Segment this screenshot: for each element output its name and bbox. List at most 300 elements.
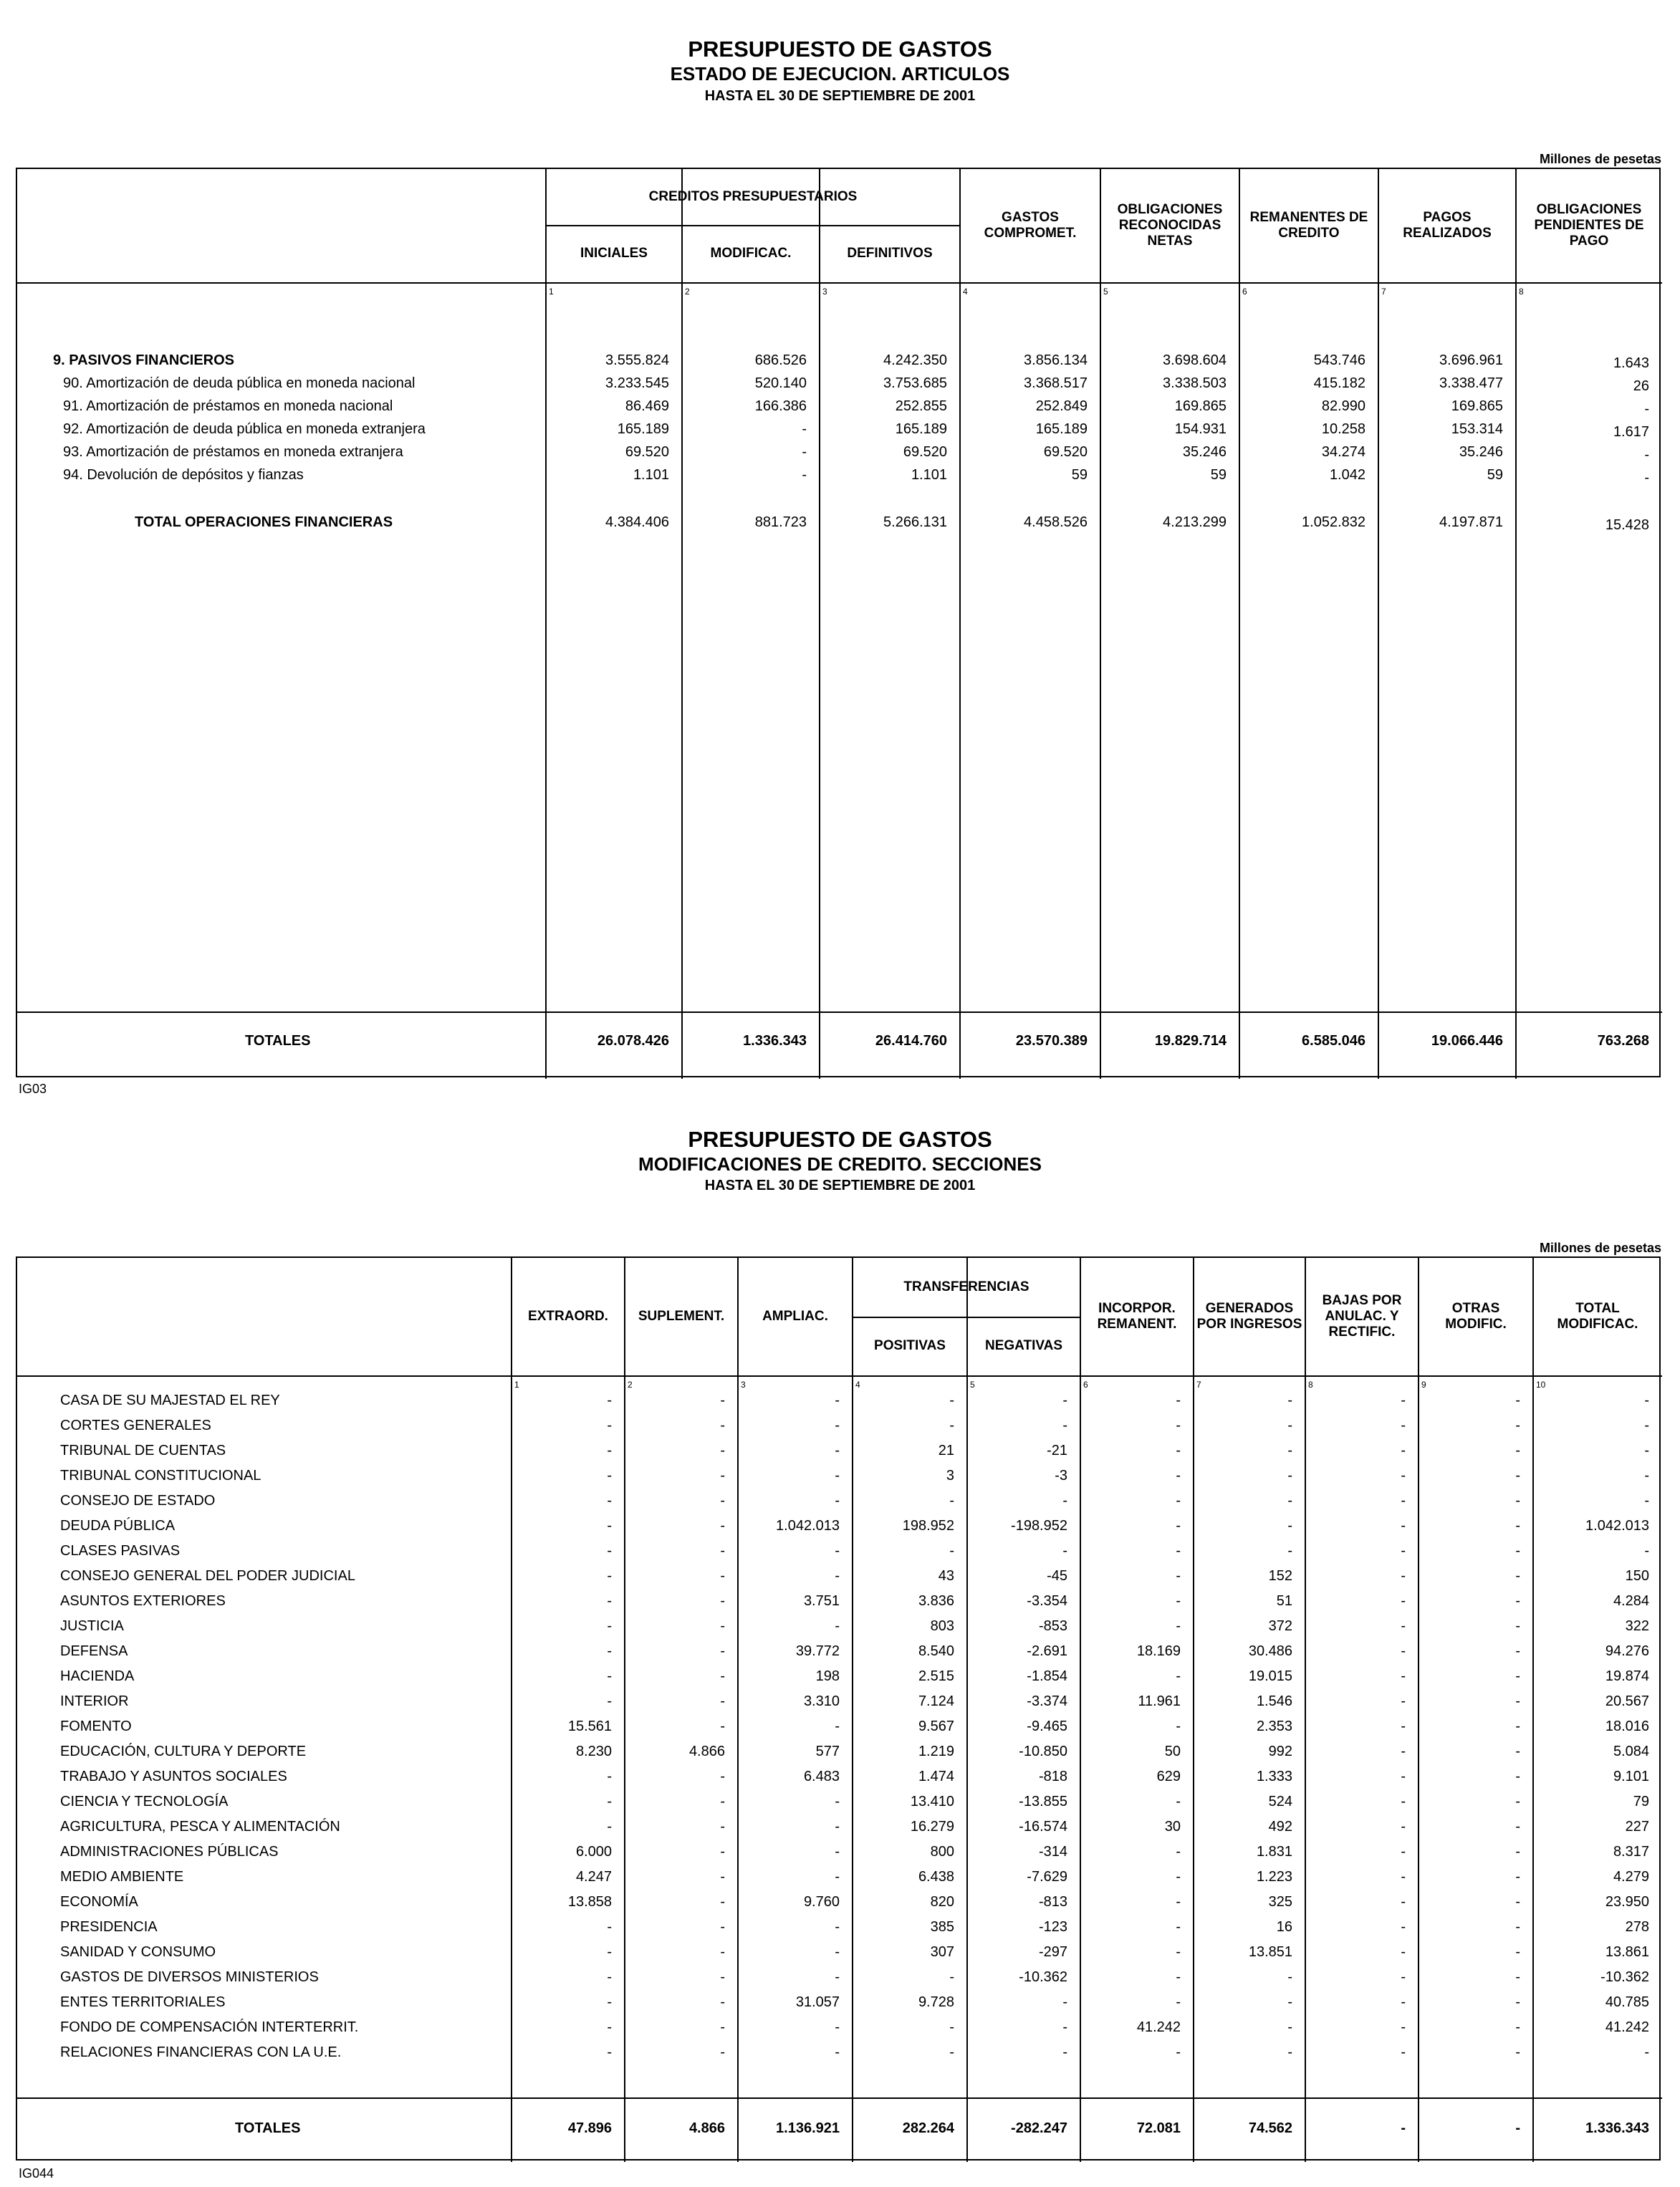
column-number: 5 [970,1380,975,1390]
cell-value: - [1515,2044,1520,2060]
cell-value: - [607,1769,612,1784]
cell-value: 3.751 [803,1593,840,1609]
table1 [16,168,1661,1077]
column-divider [1378,169,1379,1079]
column-header: PAGOS REALIZADOS [1403,210,1492,241]
cell-value: - [607,1969,612,1985]
cell-value: 543.746 [1313,352,1365,368]
column-number: 8 [1519,287,1524,297]
cell-value: - [1515,2019,1520,2035]
column-number: 2 [628,1380,633,1390]
cell-value: 4.197.871 [1439,514,1503,530]
cell-value: -16.574 [1019,1819,1067,1835]
column-divider [1418,1258,1419,2162]
cell-value: - [1401,1543,1406,1559]
totals-value: 23.570.389 [1015,1033,1088,1049]
cell-value: - [1401,1568,1406,1584]
row-label: 92. Amortización de deuda pública en moneda extranjera [63,421,426,437]
cell-value: 3.338.477 [1439,375,1503,391]
cell-value: 19.015 [1248,1668,1292,1684]
cell-value: - [720,1794,725,1809]
row-label: 90. Amortización de deuda pública en moneda nacional [63,375,416,391]
cell-value: - [1515,1668,1520,1684]
cell-value: - [1515,1443,1520,1458]
cell-value: -818 [1038,1769,1067,1784]
cell-value: - [1644,1443,1649,1458]
cell-value: - [1401,1769,1406,1784]
cell-value: - [1062,1393,1067,1408]
cell-value: - [1062,1418,1067,1433]
cell-value: - [835,1844,840,1860]
cell-value: - [720,1819,725,1835]
column-header: BAJAS POR ANULAC. Y RECTIFIC. [1322,1293,1402,1340]
group-header-transferencias: TRANSFERENCIAS [903,1279,1029,1294]
cell-value: 8.317 [1613,1844,1649,1860]
column-number: 4 [963,287,968,297]
cell-value: - [1644,1468,1649,1484]
cell-value: 69.520 [903,444,947,460]
cell-value: 169.865 [1451,398,1503,414]
column-header: OTRAS MODIFIC. [1445,1301,1507,1332]
cell-value: -45 [1047,1568,1067,1584]
cell-value: - [1176,1443,1181,1458]
cell-value: 686.526 [754,352,807,368]
cell-value: 3.753.685 [883,375,947,391]
cell-value: 43 [938,1568,954,1584]
cell-value: 3.698.604 [1163,352,1227,368]
cell-value: 820 [930,1894,954,1910]
cell-value: - [835,1969,840,1985]
cell-value: - [1176,1969,1181,1985]
cell-value: - [720,1593,725,1609]
cell-value: - [1176,1568,1181,1584]
cell-value: 3.338.503 [1163,375,1227,391]
column-number: 1 [549,287,554,297]
totals-value: 1.136.921 [776,2120,840,2136]
totals-value: -282.247 [1011,2120,1067,2136]
table2 [16,1256,1661,2160]
column-header: REMANENTES DE CREDITO [1249,210,1368,241]
cell-value: - [1287,1493,1292,1509]
cell-value: 50 [1164,1744,1181,1759]
cell-value: - [1176,1618,1181,1634]
column-number: 7 [1196,1380,1201,1390]
row-label: ASUNTOS EXTERIORES [60,1593,226,1609]
totals-value: 1.336.343 [743,1033,807,1049]
cell-value: 153.314 [1451,421,1503,437]
cell-value: 13.851 [1248,1944,1292,1960]
cell-value: - [835,1919,840,1935]
cell-value: - [835,1543,840,1559]
cell-value: 6.000 [575,1844,612,1860]
cell-value: - [1644,1493,1649,1509]
cell-value: 40.785 [1605,1994,1649,2010]
totals-value: 26.414.760 [875,1033,947,1049]
totals-top-line [17,1011,1662,1013]
cell-value: - [1515,1919,1520,1935]
cell-value: - [949,2044,954,2060]
cell-value: - [1287,1518,1292,1534]
column-divider [737,1258,739,2162]
cell-value: 41.242 [1605,2019,1649,2035]
cell-value: - [1515,1994,1520,2010]
cell-value: 4.247 [575,1869,612,1885]
cell-value: 322 [1625,1618,1649,1634]
cell-value: 35.246 [1182,444,1227,460]
cell-value: 4.458.526 [1024,514,1088,530]
column-header: POSITIVAS [874,1338,946,1353]
column-divider [545,169,547,1079]
cell-value: - [1401,2019,1406,2035]
cell-value: - [835,1568,840,1584]
cell-value: - [1515,1393,1520,1408]
row-label: DEUDA PÚBLICA [60,1518,176,1534]
table2-title: PRESUPUESTO DE GASTOS [688,1127,992,1152]
column-header: OBLIGACIONES PENDIENTES DE PAGO [1534,202,1644,249]
cell-value: - [607,2044,612,2060]
row-label: FOMENTO [60,1719,132,1734]
column-number: 6 [1083,1380,1088,1390]
cell-value: - [720,1493,725,1509]
cell-value: 169.865 [1174,398,1227,414]
column-header: SUPLEMENT. [638,1309,725,1324]
cell-value: - [1401,1518,1406,1534]
cell-value: 34.274 [1321,444,1365,460]
cell-value: - [720,1668,725,1684]
cell-value: 20.567 [1605,1693,1649,1709]
cell-value: 3.836 [918,1593,954,1609]
cell-value: 1.219 [918,1744,954,1759]
cell-value: 3.696.961 [1439,352,1503,368]
row-label: TRIBUNAL CONSTITUCIONAL [60,1468,261,1484]
cell-value: -123 [1038,1919,1067,1935]
cell-value: 16 [1276,1919,1292,1935]
row-label: FONDO DE COMPENSACIÓN INTERTERRIT. [60,2019,359,2035]
cell-value: -10.850 [1019,1744,1067,1759]
cell-value: 1.052.832 [1302,514,1365,530]
column-header: DEFINITIVOS [847,246,933,261]
cell-value: - [1176,1919,1181,1935]
cell-value: 2.353 [1256,1719,1292,1734]
cell-value: - [1644,401,1649,417]
column-number: 6 [1242,287,1247,297]
table2-date: HASTA EL 30 DE SEPTIEMBRE DE 2001 [704,1178,976,1193]
row-label: CONSEJO DE ESTADO [60,1493,216,1509]
cell-value: -3.354 [1027,1593,1067,1609]
cell-value: - [835,2044,840,2060]
column-divider [1193,1258,1194,2162]
cell-value: 3.368.517 [1024,375,1088,391]
cell-value: - [1515,1819,1520,1835]
row-label: CORTES GENERALES [60,1418,211,1433]
cell-value: - [1515,1543,1520,1559]
group-header-creditos: CREDITOS PRESUPUESTARIOS [648,189,858,204]
column-divider [819,169,820,1079]
cell-value: 252.849 [1035,398,1088,414]
cell-value: - [720,1618,725,1634]
cell-value: 59 [1210,467,1227,483]
cell-value: - [607,1568,612,1584]
cell-value: 577 [815,1744,840,1759]
cell-value: - [1644,447,1649,463]
cell-value: - [1401,1693,1406,1709]
column-divider [1515,169,1517,1079]
cell-value: 23.950 [1605,1894,1649,1910]
column-header: GENERADOS POR INGRESOS [1196,1301,1302,1332]
cell-value: - [835,1869,840,1885]
cell-value: - [1644,1393,1649,1408]
cell-value: 3 [946,1468,954,1484]
cell-value: - [1401,1994,1406,2010]
cell-value: - [835,1393,840,1408]
column-number: 2 [685,287,690,297]
cell-value: 154.931 [1174,421,1227,437]
cell-value: - [1062,2019,1067,2035]
cell-value: - [1401,1493,1406,1509]
cell-value: 94.276 [1605,1643,1649,1659]
cell-value: - [720,1844,725,1860]
cell-value: - [1401,1869,1406,1885]
cell-value: - [1287,1969,1292,1985]
cell-value: - [607,1468,612,1484]
cell-value: - [1515,1794,1520,1809]
cell-value: - [1287,1393,1292,1408]
cell-value: - [1515,1894,1520,1910]
totals-value: 6.585.046 [1302,1033,1365,1049]
cell-value: 520.140 [754,375,807,391]
cell-value: - [1401,1919,1406,1935]
column-header: EXTRAORD. [528,1309,608,1324]
row-label: GASTOS DE DIVERSOS MINISTERIOS [60,1969,319,1985]
cell-value: 372 [1268,1618,1292,1634]
cell-value: - [1062,2044,1067,2060]
cell-value: - [1176,1393,1181,1408]
cell-value: - [1515,1643,1520,1659]
row-label: CIENCIA Y TECNOLOGÍA [60,1794,229,1809]
cell-value: 3.555.824 [605,352,669,368]
cell-value: - [949,1418,954,1433]
row-label: AGRICULTURA, PESCA Y ALIMENTACIÓN [60,1819,340,1835]
cell-value: 166.386 [754,398,807,414]
table1-footer-code: IG03 [19,1082,47,1096]
column-header: INCORPOR. REMANENT. [1097,1301,1177,1332]
cell-value: - [1515,1418,1520,1433]
cell-value: 8.540 [918,1643,954,1659]
cell-value: -198.952 [1011,1518,1067,1534]
cell-value: - [1401,1744,1406,1759]
table1-title: PRESUPUESTO DE GASTOS [688,37,992,62]
cell-value: - [720,1468,725,1484]
cell-value: 227 [1625,1819,1649,1835]
cell-value: -813 [1038,1894,1067,1910]
cell-value: - [1062,1493,1067,1509]
cell-value: 252.855 [895,398,947,414]
cell-value: - [720,1944,725,1960]
cell-value: - [607,1819,612,1835]
totals-value: 763.268 [1597,1033,1649,1049]
cell-value: - [1176,2044,1181,2060]
totals-label: TOTALES [235,2120,301,2136]
totals-value: 47.896 [567,2120,612,2136]
cell-value: 41.242 [1136,2019,1181,2035]
cell-value: -21 [1047,1443,1067,1458]
cell-value: - [1287,1543,1292,1559]
cell-value: 30.486 [1248,1643,1292,1659]
row-label: CLASES PASIVAS [60,1543,181,1559]
cell-value: -3.374 [1027,1693,1067,1709]
cell-value: - [1176,1493,1181,1509]
column-number: 5 [1103,287,1108,297]
column-number: 1 [514,1380,519,1390]
cell-value: 307 [930,1944,954,1960]
totals-value: 282.264 [902,2120,954,2136]
cell-value: -13.855 [1019,1794,1067,1809]
column-divider [681,169,683,1079]
column-number: 3 [822,287,827,297]
cell-value: - [1287,1468,1292,1484]
column-divider [511,1258,512,2162]
cell-value: 150 [1625,1568,1649,1584]
cell-value: 21 [938,1443,954,1458]
cell-value: 59 [1487,467,1503,483]
cell-value: -2.691 [1027,1643,1067,1659]
row-label: MEDIO AMBIENTE [60,1869,184,1885]
totals-value: 1.336.343 [1585,2120,1649,2136]
cell-value: 2.515 [918,1668,954,1684]
cell-value: - [720,1969,725,1985]
cell-value: - [1062,1994,1067,2010]
cell-value: 3.856.134 [1024,352,1088,368]
cell-value: - [1644,470,1649,486]
cell-value: - [720,1643,725,1659]
cell-value: 165.189 [617,421,669,437]
cell-value: 3.310 [803,1693,840,1709]
cell-value: - [1515,1593,1520,1609]
row-label: 9. PASIVOS FINANCIEROS [53,352,235,368]
cell-value: 152 [1268,1568,1292,1584]
cell-value: 1.042 [1329,467,1365,483]
cell-value: -297 [1038,1944,1067,1960]
column-header: INICIALES [580,246,648,261]
cell-value: 992 [1268,1744,1292,1759]
cell-value: - [1176,1543,1181,1559]
cell-value: 69.520 [1043,444,1088,460]
column-header: AMPLIAC. [762,1309,828,1324]
cell-value: 13.861 [1605,1944,1649,1960]
cell-value: -7.629 [1027,1869,1067,1885]
cell-value: 15.561 [567,1719,612,1734]
cell-value: -314 [1038,1844,1067,1860]
cell-value: 385 [930,1919,954,1935]
totals-value: 26.078.426 [597,1033,669,1049]
cell-value: - [1176,1844,1181,1860]
table1-subtitle: ESTADO DE EJECUCION. ARTICULOS [670,63,1010,85]
cell-value: 39.772 [795,1643,840,1659]
cell-value: -10.362 [1019,1969,1067,1985]
cell-value: - [607,1643,612,1659]
cell-value: - [720,1393,725,1408]
cell-value: -853 [1038,1618,1067,1634]
cell-value: - [1515,1518,1520,1534]
cell-value: - [607,2019,612,2035]
cell-value: 18.169 [1136,1643,1181,1659]
cell-value: -9.465 [1027,1719,1067,1734]
row-label: JUSTICIA [60,1618,124,1634]
header-bottom-line [17,1375,1662,1377]
cell-value: 9.728 [918,1994,954,2010]
column-header: NEGATIVAS [984,1338,1063,1353]
cell-value: 31.057 [795,1994,840,2010]
cell-value: 1.101 [633,467,669,483]
table1-units: Millones de pesetas [1539,152,1661,166]
cell-value: - [835,1794,840,1809]
cell-value: - [1176,1468,1181,1484]
row-label: 93. Amortización de préstamos en moneda extranjera [63,444,403,460]
cell-value: 8.230 [575,1744,612,1759]
cell-value: - [720,1693,725,1709]
cell-value: - [835,1468,840,1484]
cell-value: - [720,1894,725,1910]
cell-value: - [802,467,807,483]
cell-value: - [1644,1418,1649,1433]
cell-value: - [720,1518,725,1534]
totals-value: - [1401,2120,1406,2136]
cell-value: - [607,1919,612,1935]
row-label: TOTAL OPERACIONES FINANCIERAS [135,514,393,530]
cell-value: - [720,1994,725,2010]
cell-value: - [835,1819,840,1835]
row-label: CONSEJO GENERAL DEL PODER JUDICIAL [60,1568,355,1584]
cell-value: 881.723 [754,514,807,530]
cell-value: 325 [1268,1894,1292,1910]
row-label: CASA DE SU MAJESTAD EL REY [60,1393,280,1408]
column-number: 8 [1308,1380,1313,1390]
column-number: 3 [741,1380,746,1390]
table1-date: HASTA EL 30 DE SEPTIEMBRE DE 2001 [704,88,976,104]
row-label: TRABAJO Y ASUNTOS SOCIALES [60,1769,287,1784]
cell-value: 1.831 [1256,1844,1292,1860]
cell-value: - [1176,1794,1181,1809]
cell-value: - [720,1543,725,1559]
cell-value: 1.333 [1256,1769,1292,1784]
cell-value: - [802,421,807,437]
row-label: ENTES TERRITORIALES [60,1994,226,2010]
cell-value: - [949,1543,954,1559]
cell-value: - [835,1944,840,1960]
cell-value: 19.874 [1605,1668,1649,1684]
cell-value: - [1515,1468,1520,1484]
column-number: 10 [1536,1380,1546,1390]
totals-value: 4.866 [688,2120,725,2136]
cell-value: 4.384.406 [605,514,669,530]
cell-value: 13.410 [910,1794,954,1809]
cell-value: - [1401,2044,1406,2060]
table2-units: Millones de pesetas [1539,1241,1661,1255]
cell-value: 1.643 [1613,355,1649,371]
cell-value: - [1515,1618,1520,1634]
cell-value: - [1401,1944,1406,1960]
cell-value: 15.428 [1605,517,1649,533]
cell-value: - [1176,1719,1181,1734]
cell-value: - [1401,1393,1406,1408]
cell-value: - [1515,1969,1520,1985]
row-label: PRESIDENCIA [60,1919,158,1935]
cell-value: 5.084 [1613,1744,1649,1759]
cell-value: - [607,1493,612,1509]
cell-value: 4.213.299 [1163,514,1227,530]
cell-value: - [1401,1618,1406,1634]
cell-value: - [1401,1643,1406,1659]
